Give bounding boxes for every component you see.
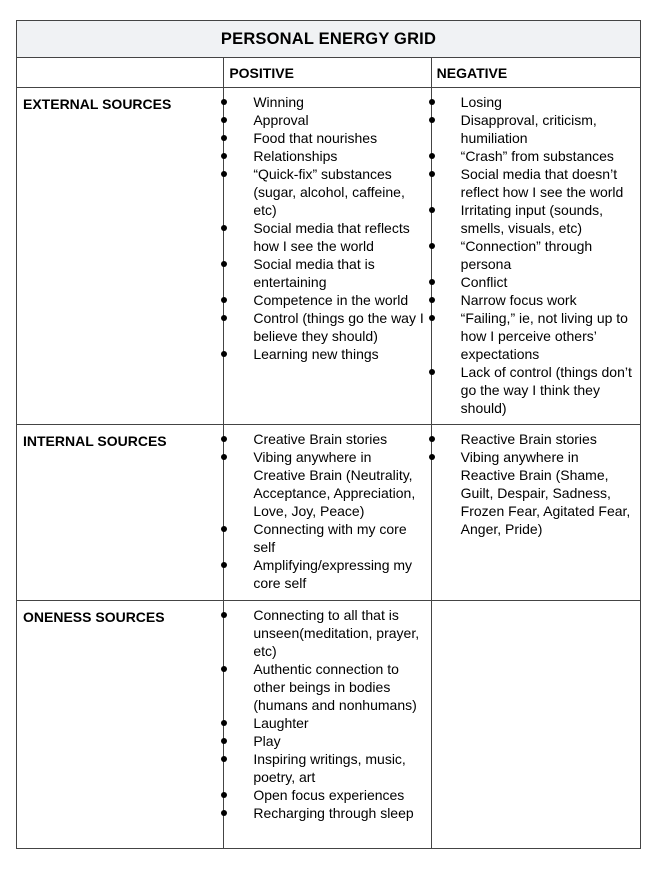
energy-grid-table: [16, 20, 641, 849]
list-item: Relationships: [224, 147, 430, 165]
list-item: Learning new things: [224, 345, 430, 363]
header-row: [17, 58, 641, 88]
list-item: Social media that doesn’t reflect how I see the world: [432, 165, 640, 201]
oneness-positive-cell: [224, 601, 431, 849]
list-item: Control (things go the way I believe they should): [224, 309, 430, 345]
list-item: Vibing anywhere in Reactive Brain (Shame, Guilt, Despair, Sadness, Frozen Fear, Agitated Fear, Anger, Pride): [432, 448, 640, 538]
list-item: “Quick-fix” substances (sugar, alcohol, caffeine, etc): [224, 165, 430, 219]
list-item: Losing: [432, 93, 640, 111]
list-item: Irritating input (sounds, smells, visuals, etc): [432, 201, 640, 237]
empty-header-cell: [17, 58, 224, 88]
external-sources-row: [17, 88, 641, 425]
list-item: Laughter: [224, 714, 430, 732]
list-item: Competence in the world: [224, 291, 430, 309]
list-item: Disapproval, criticism, humiliation: [432, 111, 640, 147]
list-item: Creative Brain stories: [224, 430, 430, 448]
oneness-negative-cell: [431, 601, 640, 849]
list-item: Authentic connection to other beings in bodies (humans and nonhumans): [224, 660, 430, 714]
positive-header: POSITIVE: [224, 58, 431, 88]
internal-positive-cell: [224, 425, 431, 601]
list-item: Connecting with my core self: [224, 520, 430, 556]
row-label-internal: INTERNAL SOURCES: [17, 425, 224, 601]
list-item: Reactive Brain stories: [432, 430, 640, 448]
external-negative-list: [432, 93, 640, 417]
list-item: Conflict: [432, 273, 640, 291]
oneness-positive-list: [224, 606, 430, 822]
list-item: Social media that reflects how I see the world: [224, 219, 430, 255]
negative-header: NEGATIVE: [431, 58, 640, 88]
external-negative-cell: [431, 88, 640, 425]
list-item: “Failing,” ie, not living up to how I perceive others’ expectations: [432, 309, 640, 363]
list-item: Recharging through sleep: [224, 804, 430, 822]
title-row: [17, 21, 641, 58]
external-positive-cell: [224, 88, 431, 425]
list-item: Winning: [224, 93, 430, 111]
external-positive-list: [224, 93, 430, 363]
list-item: Play: [224, 732, 430, 750]
internal-positive-list: [224, 430, 430, 592]
internal-negative-list: [432, 430, 640, 538]
list-item: Lack of control (things don’t go the way I think they should): [432, 363, 640, 417]
list-item: Food that nourishes: [224, 129, 430, 147]
list-item: Connecting to all that is unseen(meditation, prayer, etc): [224, 606, 430, 660]
list-item: Amplifying/expressing my core self: [224, 556, 430, 592]
internal-negative-cell: [431, 425, 640, 601]
list-item: “Connection” through persona: [432, 237, 640, 273]
list-item: Open focus experiences: [224, 786, 430, 804]
list-item: Inspiring writings, music, poetry, art: [224, 750, 430, 786]
list-item: Vibing anywhere in Creative Brain (Neutrality, Acceptance, Appreciation, Love, Joy, Peace): [224, 448, 430, 520]
list-item: Narrow focus work: [432, 291, 640, 309]
grid-title: PERSONAL ENERGY GRID: [17, 21, 641, 58]
list-item: “Crash” from substances: [432, 147, 640, 165]
row-label-external: EXTERNAL SOURCES: [17, 88, 224, 425]
internal-sources-row: [17, 425, 641, 601]
list-item: Social media that is entertaining: [224, 255, 430, 291]
row-label-oneness: ONENESS SOURCES: [17, 601, 224, 849]
list-item: Approval: [224, 111, 430, 129]
oneness-sources-row: [17, 601, 641, 849]
